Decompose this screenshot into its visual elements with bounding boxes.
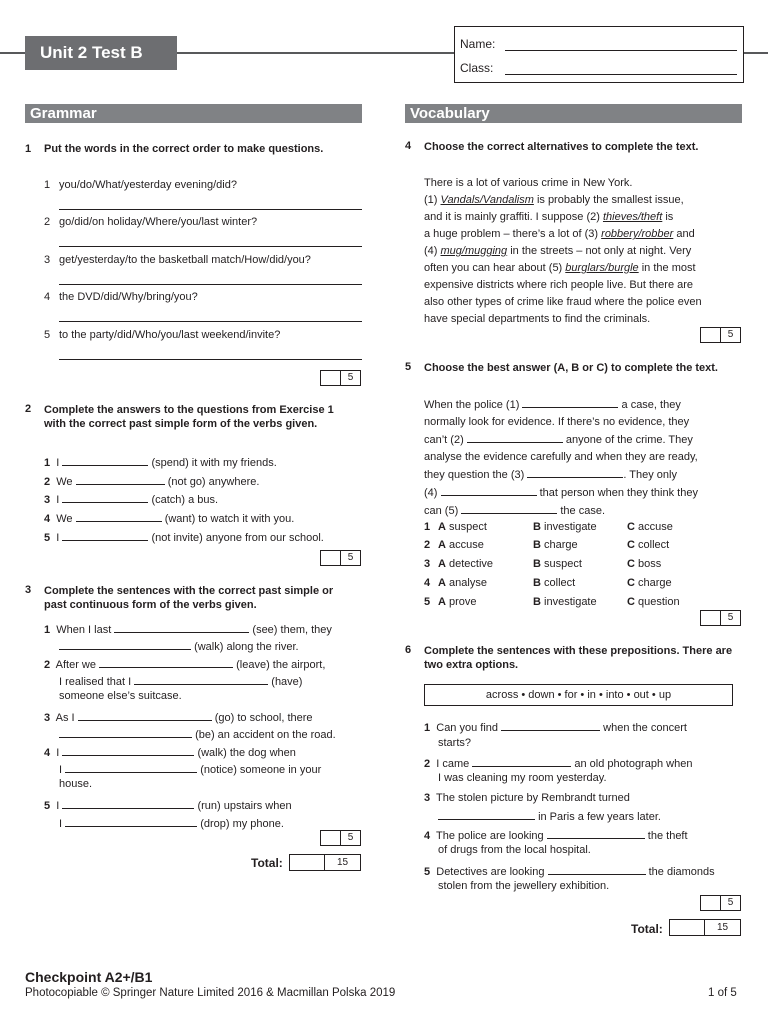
ex1-item-num: 1 [44,179,51,191]
ex3-text: (see) them, they [252,624,332,636]
choice-option[interactable]: mug/mugging [440,245,508,257]
ex4-line: and it is mainly graffiti. I suppose [424,211,584,223]
ex4-line: in the most [641,262,696,274]
ex6-text: The police are looking [436,830,544,842]
answer-line[interactable] [59,284,362,285]
ex3-text: (go) to school, there [214,712,313,724]
ex3-text: I realised that I [59,676,132,688]
ex6-title: Complete the sentences with these prepositions. There are two extra options. [424,645,733,671]
score-input[interactable] [320,370,341,386]
vocabulary-heading: Vocabulary [405,104,742,123]
ex1-item: you/do/What/yesterday evening/did? [59,179,237,191]
choice-option[interactable]: burglars/burgle [565,262,639,274]
ex1-item: the DVD/did/Why/bring/you? [59,291,198,303]
answer-blank[interactable] [472,755,571,767]
name-field[interactable] [505,50,737,51]
ex5-title: Choose the best answer (A, B or C) to complete the text. [424,362,718,374]
ex5-line: can (5) [424,505,459,517]
prepositions-box: across • down • for • in • into • out • up [424,684,733,706]
answer-line[interactable] [59,209,362,210]
ex3-text: (be) an accident on the road. [195,729,336,741]
item-num: 4 [424,830,431,842]
answer-blank[interactable] [62,529,148,541]
answer-line[interactable] [59,246,362,247]
gap-number: (5) [548,262,563,274]
ex2-verb: (catch) a bus. [151,494,219,506]
ex5-option-a[interactable]: A detective [438,558,494,570]
ex5-line: a case, they [621,399,681,411]
ex5-number: 5 [405,361,412,373]
footer-copyright: Photocopiable © Springer Nature Limited 2016 & Macmillan Polska 2019 [25,987,396,999]
ex3-score-box [320,830,361,846]
answer-line[interactable] [59,321,362,322]
ex5-score-box [700,610,741,626]
ex1-item: to the party/did/Who/you/last weekend/invite? [59,329,281,341]
item-num: 1 [44,624,51,636]
ex3-text: I [59,818,63,830]
ex3-text: house. [59,778,93,790]
option-text: investigate [544,521,597,533]
answer-blank[interactable] [548,863,646,875]
ex6-text: an old photograph when [574,758,693,770]
item-num: 4 [44,513,51,525]
ex4-line: a huge problem – there’s a lot of [424,228,582,240]
answer-line[interactable] [59,359,362,360]
ex5-option-b[interactable]: B charge [533,539,578,551]
item-num: 5 [424,596,431,608]
ex5-line: can’t (2) [424,434,464,446]
ex1-item-num: 5 [44,329,51,341]
ex5-option-b[interactable]: B investigate [533,521,597,533]
ex6-text: in Paris a few years later. [538,811,661,823]
ex5-option-b[interactable]: B investigate [533,596,597,608]
gap-number: (3) [584,228,599,240]
option-text: prove [449,596,477,608]
score-max: 5 [340,370,361,386]
ex1-item-num: 3 [44,254,51,266]
ex6-text: starts? [438,737,472,749]
score-max: 5 [720,327,741,343]
ex2-verb: (not invite) anyone from our school. [151,532,324,544]
page-number: 1 of 5 [708,987,737,999]
item-num: 3 [424,558,431,570]
grammar-total-label: Total: [251,856,283,870]
answer-blank[interactable] [59,638,191,650]
total-input[interactable] [669,919,705,936]
score-max: 5 [720,610,741,626]
ex4-line: often you can hear about [424,262,546,274]
ex5-option-c[interactable]: C collect [627,539,670,551]
ex1-title: Put the words in the correct order to make questions. [44,143,324,155]
vocabulary-total-label: Total: [631,922,663,936]
ex5-line: anyone of the crime. They [565,434,693,446]
score-max: 5 [720,895,741,911]
answer-blank[interactable] [134,673,268,685]
item-num: 1 [44,457,51,469]
item-num: 4 [424,577,431,589]
item-num: 3 [44,494,51,506]
ex5-option-c[interactable]: C charge [627,577,672,589]
ex3-text: (run) upstairs when [197,800,292,812]
ex4-line: There is a lot of various crime in New York. [424,177,633,189]
ex3-text: I [59,764,63,776]
ex5-option-a[interactable]: A analyse [438,577,487,589]
ex5-option-a[interactable]: A suspect [438,521,487,533]
ex1-item-num: 4 [44,291,51,303]
answer-blank[interactable] [62,454,148,466]
ex3-number: 3 [25,584,32,596]
ex4-line: is [665,211,674,223]
ex5-line: (4) [424,487,438,499]
ex3-text: (walk) along the river. [194,641,299,653]
answer-blank[interactable] [438,808,535,820]
answer-blank[interactable] [522,396,618,408]
item-num: 5 [44,800,51,812]
ex6-text: The stolen picture by Rembrandt turned [436,792,630,804]
ex6-text: Detectives are looking [436,866,545,878]
score-max: 5 [340,830,361,846]
ex4-line: expensive districts where rich people live. But there are [424,279,694,291]
option-text: charge [544,539,578,551]
ex4-text [424,175,744,328]
ex6-text: Can you find [436,722,499,734]
option-text: question [638,596,680,608]
choice-option[interactable]: robbery/robber [601,228,674,240]
ex6-text: stolen from the jewellery exhibition. [438,880,610,892]
ex2-title: Complete the answers to the questions from Exercise 1 with the correct past simple form of the verbs given. [44,404,334,430]
item-num: 5 [44,532,51,544]
item-num: 2 [424,758,431,770]
answer-blank[interactable] [99,656,233,668]
ex3-text: When I last [56,624,112,636]
item-num: 4 [44,747,51,759]
ex3-title: Complete the sentences with the correct past simple or past continuous form of the verbs given. [44,585,334,611]
ex4-score-box [700,327,741,343]
ex5-line: they question the (3) [424,469,525,481]
ex2-subject: We [56,513,73,525]
class-label: Class: [460,61,494,75]
answer-blank[interactable] [62,491,148,503]
option-text: suspect [544,558,582,570]
ex5-line: analyse the evidence carefully and when they are ready, [424,451,698,463]
total-input[interactable] [289,854,325,871]
score-max: 5 [340,550,361,566]
answer-blank[interactable] [78,709,212,721]
ex3-text: After we [55,659,96,671]
option-text: suspect [449,521,487,533]
ex5-line: . They only [623,469,677,481]
gap-number: (1) [424,194,438,206]
score-input[interactable] [320,830,341,846]
ex1-item: go/did/on holiday/Where/you/last winter? [59,216,258,228]
answer-blank[interactable] [65,815,197,827]
answer-blank[interactable] [547,827,645,839]
ex5-option-c[interactable]: C accuse [627,521,673,533]
ex3-text: As I [55,712,75,724]
gap-number: (2) [586,211,600,223]
class-field[interactable] [505,74,737,75]
ex5-option-a[interactable]: A prove [438,596,477,608]
ex4-line: also other types of crime like fraud where the police even [424,296,702,308]
gap-number: (4) [424,245,438,257]
answer-blank[interactable] [65,761,197,773]
ex3-text: (have) [271,676,303,688]
ex4-line: is probably the smallest issue, [536,194,684,206]
option-text: collect [638,539,670,551]
item-num: 3 [44,712,51,724]
ex2-number: 2 [25,403,32,415]
answer-blank[interactable] [114,621,249,633]
name-label: Name: [460,37,496,51]
ex1-item-num: 2 [44,216,51,228]
ex6-text: I came [436,758,470,770]
choice-option[interactable]: thieves/theft [602,211,663,223]
option-text: boss [638,558,662,570]
ex4-number: 4 [405,140,412,152]
item-num: 2 [424,539,431,551]
item-num: 1 [424,722,431,734]
ex6-text: the diamonds [648,866,715,878]
answer-blank[interactable] [59,726,192,738]
name-class-box [454,26,744,83]
ex2-verb: (want) to watch it with you. [164,513,295,525]
choice-option[interactable]: Vandals/Vandalism [440,194,534,206]
ex3-text: (leave) the airport, [236,659,326,671]
ex3-text: someone else’s suitcase. [59,690,182,702]
option-text: accuse [449,539,484,551]
item-num: 5 [424,866,431,878]
item-num: 1 [424,521,431,533]
score-input[interactable] [700,610,721,626]
ex5-option-a[interactable]: A accuse [438,539,484,551]
score-input[interactable] [700,327,721,343]
ex5-line: that person when they think they [539,487,698,499]
item-num: 2 [44,659,51,671]
ex3-text: (walk) the dog when [197,747,296,759]
ex4-title: Choose the correct alternatives to complete the text. [424,141,699,153]
score-input[interactable] [320,550,341,566]
answer-blank[interactable] [62,744,194,756]
ex6-number: 6 [405,644,412,656]
option-text: detective [449,558,494,570]
answer-blank[interactable] [501,719,600,731]
ex2-verb: (spend) it with my friends. [151,457,277,469]
option-text: analyse [449,577,487,589]
answer-blank[interactable] [76,473,165,485]
option-text: accuse [638,521,673,533]
ex3-text: I [56,747,60,759]
footer-level: Checkpoint A2+/B1 [25,969,153,985]
ex4-line: have special departments to find the criminals. [424,313,651,325]
score-input[interactable] [700,895,721,911]
ex2-subject: I [56,532,60,544]
total-max: 15 [324,854,361,871]
answer-blank[interactable] [527,466,623,478]
ex3-text: (notice) someone in your [200,764,322,776]
ex5-option-b[interactable]: B collect [533,577,576,589]
answer-blank[interactable] [76,510,162,522]
ex1-item: get/yesterday/to the basketball match/How/did/you? [59,254,311,266]
ex6-text: of drugs from the local hospital. [438,844,591,856]
ex4-line: and [676,228,695,240]
ex6-text: the theft [647,830,688,842]
option-text: collect [544,577,576,589]
answer-blank[interactable] [461,502,557,514]
item-num: 2 [44,476,51,488]
ex6-score-box [700,895,741,911]
ex5-option-c[interactable]: C boss [627,558,662,570]
ex5-option-b[interactable]: B suspect [533,558,582,570]
ex6-text: I was cleaning my room yesterday. [438,772,607,784]
grammar-total-box [289,854,361,871]
option-text: charge [638,577,672,589]
ex2-subject: I [56,457,60,469]
answer-blank[interactable] [441,484,537,496]
answer-blank[interactable] [467,431,563,443]
ex2-subject: I [56,494,60,506]
ex2-score-box [320,550,361,566]
total-max: 15 [704,919,741,936]
ex5-option-c[interactable]: C question [627,596,680,608]
answer-blank[interactable] [62,797,194,809]
ex2-subject: We [56,476,73,488]
ex6-text: when the concert [603,722,687,734]
ex5-text [424,396,744,520]
ex3-text: I [56,800,60,812]
ex5-line: the case. [560,505,606,517]
grammar-heading: Grammar [25,104,362,123]
unit-title: Unit 2 Test B [25,36,177,70]
vocabulary-total-box [669,919,741,936]
item-num: 3 [424,792,431,804]
ex1-number: 1 [25,143,32,155]
option-text: investigate [544,596,597,608]
ex1-score-box [320,370,361,386]
ex5-line: When the police (1) [424,399,520,411]
ex2-verb: (not go) anywhere. [167,476,260,488]
ex3-text: (drop) my phone. [200,818,284,830]
ex4-line: in the streets – not only at night. Very [510,245,692,257]
ex5-line: normally look for evidence. If there’s no evidence, they [424,416,690,428]
